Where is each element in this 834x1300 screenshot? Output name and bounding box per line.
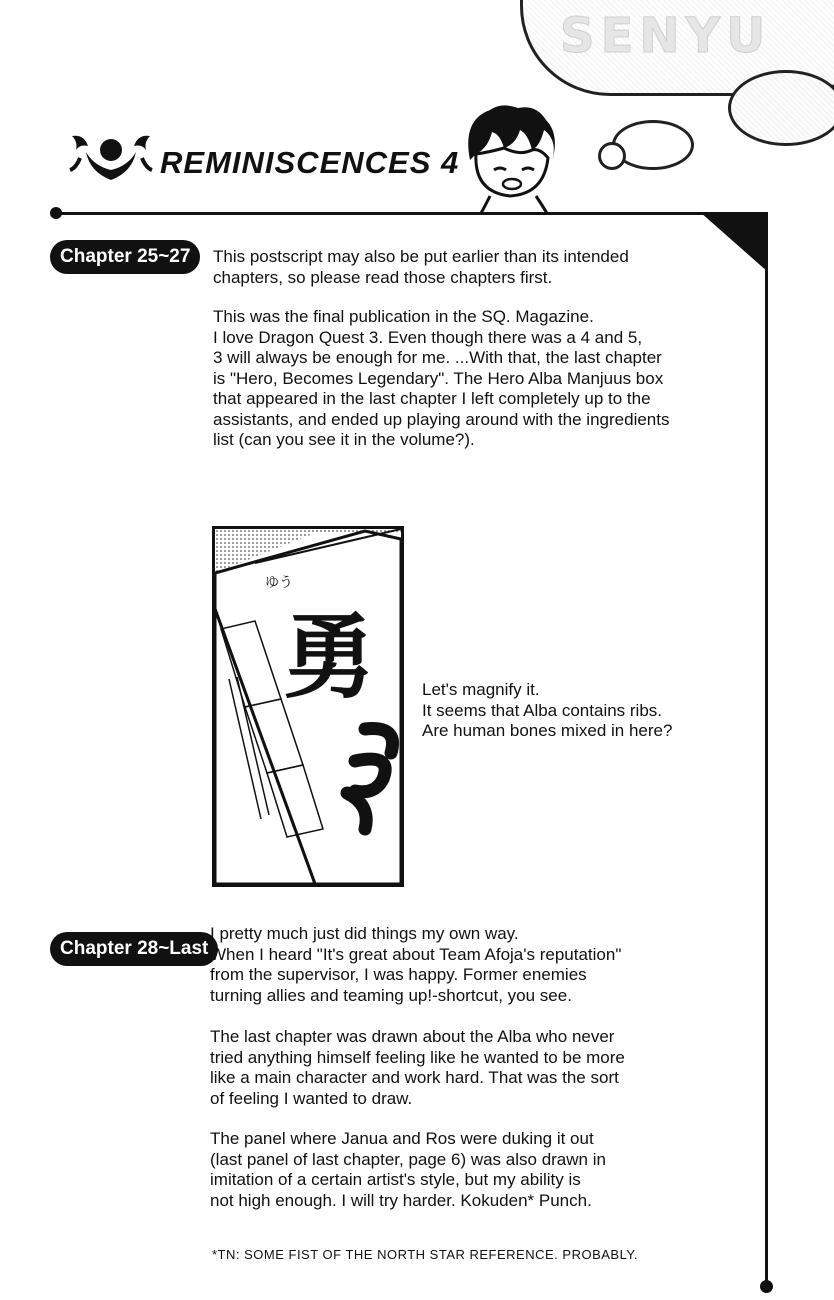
section1-paragraph-1: This postscript may also be put earlier than its intended chapters, so please read those chapters first.	[213, 247, 629, 287]
chapter-badge-25-27: Chapter 25~27	[50, 240, 200, 274]
manga-panel	[212, 526, 404, 887]
chapter-badge-28-last: Chapter 28~Last	[50, 932, 218, 966]
chibi-character-illustration	[440, 100, 580, 215]
section1-paragraph-2: This was the final publication in the SQ. Magazine. I love Dragon Quest 3. Even though there was a 4 and 5, 3 will always be enough for me. ...With that, the last chapter is "Hero, Becomes Legendary". The Hero Alba Manjuus box that appeared in the last chapter I left completely up to the assistants, and ended up playing around with the ingredients list (can you see it in the volume?).	[213, 307, 670, 449]
manjuu-box-illustration	[215, 529, 401, 884]
crest-emblem-icon	[66, 128, 156, 188]
translator-note: *TN: SOME FIST OF THE NORTH STAR REFERENCE. PROBABLY.	[212, 1247, 638, 1262]
thought-bubble-text: SENYU	[560, 8, 772, 64]
frame-right-line	[765, 212, 768, 1287]
frame-top-line	[56, 212, 768, 215]
box-kanji: 勇	[283, 604, 376, 711]
page-title: REMINISCENCES 4	[160, 145, 460, 180]
box-kana: ゆう	[265, 575, 293, 591]
frame-dot-left	[50, 207, 62, 219]
thought-bubble-puff	[728, 70, 834, 146]
section2-paragraph-2: The last chapter was drawn about the Alba who never tried anything himself feeling like he wanted to be more like a main character and work hard. That was the sort of feeling I wanted to draw.	[210, 1027, 625, 1108]
section2-paragraph-1: I pretty much just did things my own way. When I heard "It's great about Team Afoja's reputation" from the supervisor, I was happy. Former enemies turning allies and teaming up!-shortcut, you see.	[210, 924, 622, 1005]
section2-paragraph-3: The panel where Janua and Ros were duking it out (last panel of last chapter, page 6) was also drawn in imitation of a certain artist's style, but my ability is not high enough. I will try harder. Kokuden* Punch.	[210, 1129, 606, 1210]
frame-dot-bottom	[760, 1280, 773, 1293]
panel-caption: Let's magnify it. It seems that Alba contains ribs. Are human bones mixed in here?	[422, 680, 673, 740]
thought-bubble-dot	[598, 142, 626, 170]
